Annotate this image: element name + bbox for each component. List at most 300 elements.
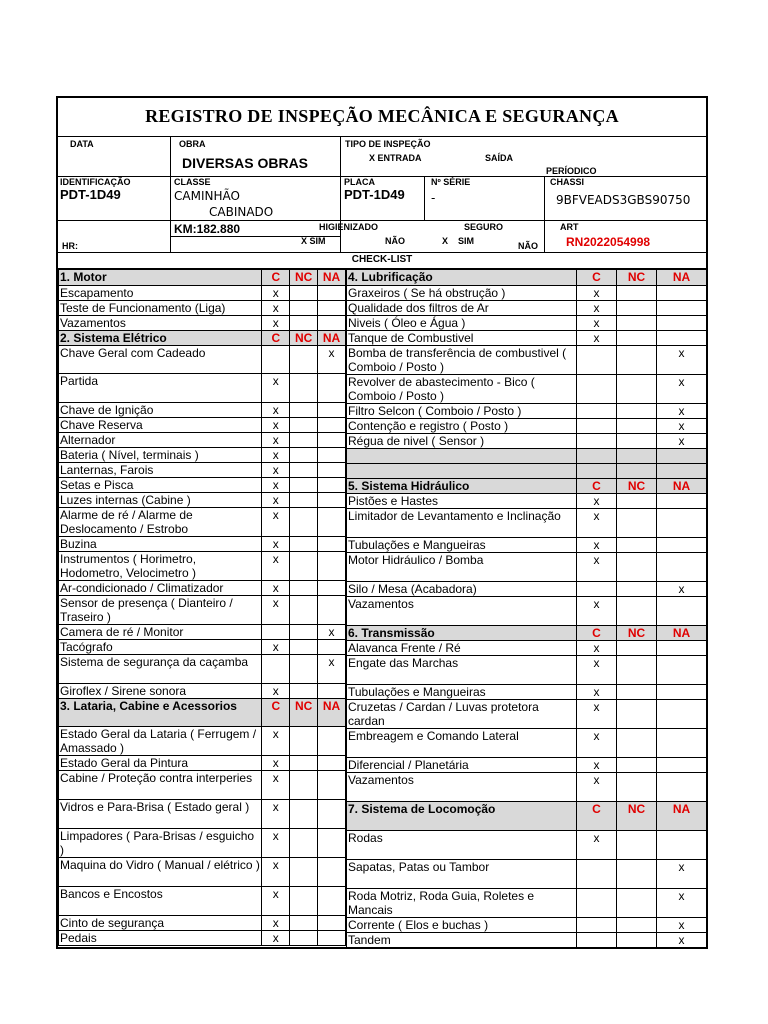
mark-c[interactable]: x bbox=[262, 756, 290, 771]
divider bbox=[58, 136, 706, 137]
table-row bbox=[59, 346, 346, 374]
mark-nc[interactable] bbox=[617, 831, 657, 860]
column-header-nc: NC bbox=[290, 270, 318, 286]
identificacao-value: PDT-1D49 bbox=[60, 187, 121, 202]
mark-nc[interactable] bbox=[290, 596, 318, 625]
mark-nc[interactable] bbox=[617, 419, 657, 434]
mark-na[interactable] bbox=[657, 831, 707, 860]
section-title: 6. Transmissão bbox=[347, 626, 577, 641]
mark-c[interactable]: x bbox=[262, 640, 290, 655]
item-label: Sistema de segurança da caçamba bbox=[59, 655, 262, 684]
item-label: Rodas bbox=[347, 831, 577, 860]
mark-na[interactable]: x bbox=[657, 918, 707, 933]
section-header bbox=[347, 626, 707, 641]
item-label: Qualidade dos filtros de Ar bbox=[347, 301, 577, 316]
table-row bbox=[347, 685, 707, 700]
item-label: Graxeiros ( Se há obstrução ) bbox=[347, 286, 577, 301]
mark-na[interactable]: x bbox=[657, 434, 707, 449]
mark-na[interactable] bbox=[657, 597, 707, 626]
mark-na[interactable]: x bbox=[318, 655, 346, 684]
mark-nc[interactable] bbox=[290, 463, 318, 478]
item-label: Estado Geral da Pintura bbox=[59, 756, 262, 771]
mark-nc[interactable] bbox=[290, 829, 318, 858]
section-header bbox=[347, 479, 707, 494]
mark-na[interactable] bbox=[318, 858, 346, 887]
mark-nc[interactable] bbox=[617, 434, 657, 449]
item-label: Buzina bbox=[59, 537, 262, 552]
column-header-na: NA bbox=[657, 270, 707, 286]
mark-nc[interactable] bbox=[617, 758, 657, 773]
mark-c[interactable]: x bbox=[262, 684, 290, 699]
item-label: Luzes internas (Cabine ) bbox=[59, 493, 262, 508]
mark-nc[interactable] bbox=[617, 685, 657, 700]
mark-nc[interactable] bbox=[290, 301, 318, 316]
column-header-c: C bbox=[262, 699, 290, 727]
higienizado-sim: X SIM bbox=[301, 236, 326, 246]
mark-na[interactable] bbox=[657, 685, 707, 700]
mark-c[interactable]: x bbox=[262, 301, 290, 316]
mark-c[interactable]: x bbox=[262, 463, 290, 478]
table-row bbox=[59, 463, 346, 478]
mark-c[interactable] bbox=[577, 860, 617, 889]
mark-nc[interactable] bbox=[290, 684, 318, 699]
item-label: Escapamento bbox=[59, 286, 262, 301]
item-label: Alavanca Frente / Ré bbox=[347, 641, 577, 656]
item-label: Silo / Mesa (Acabadora) bbox=[347, 582, 577, 597]
mark-nc[interactable] bbox=[290, 887, 318, 916]
table-row bbox=[59, 418, 346, 433]
blank-cell bbox=[577, 449, 617, 464]
mark-c[interactable]: x bbox=[262, 800, 290, 829]
mark-na[interactable]: x bbox=[657, 346, 707, 375]
mark-nc[interactable] bbox=[617, 860, 657, 889]
mark-na[interactable] bbox=[657, 758, 707, 773]
classe-value-line1: CAMINHÃO bbox=[174, 189, 240, 203]
mark-na[interactable] bbox=[318, 727, 346, 756]
mark-nc[interactable] bbox=[290, 552, 318, 581]
mark-nc[interactable] bbox=[617, 933, 657, 948]
mark-c[interactable]: x bbox=[577, 685, 617, 700]
column-header-c: C bbox=[577, 626, 617, 641]
mark-nc[interactable] bbox=[617, 641, 657, 656]
mark-nc[interactable] bbox=[290, 625, 318, 640]
mark-nc[interactable] bbox=[290, 403, 318, 418]
section-header bbox=[59, 331, 346, 346]
mark-nc[interactable] bbox=[617, 773, 657, 802]
mark-na[interactable] bbox=[318, 478, 346, 493]
km-value: KM:182.880 bbox=[174, 222, 241, 236]
divider bbox=[170, 136, 171, 176]
mark-na[interactable] bbox=[318, 403, 346, 418]
table-row bbox=[59, 374, 346, 403]
item-label: Instrumentos ( Horimetro, Hodometro, Velocimetro ) bbox=[59, 552, 262, 581]
item-label: Contenção e registro ( Posto ) bbox=[347, 419, 577, 434]
mark-c[interactable] bbox=[577, 419, 617, 434]
mark-nc[interactable] bbox=[290, 433, 318, 448]
item-label: Embreagem e Comando Lateral bbox=[347, 729, 577, 758]
mark-nc[interactable] bbox=[290, 858, 318, 887]
mark-na[interactable] bbox=[318, 596, 346, 625]
mark-c[interactable] bbox=[577, 933, 617, 948]
mark-c[interactable] bbox=[577, 889, 617, 918]
mark-na[interactable] bbox=[318, 552, 346, 581]
mark-na[interactable] bbox=[318, 916, 346, 931]
mark-nc[interactable] bbox=[290, 418, 318, 433]
mark-na[interactable] bbox=[657, 553, 707, 582]
mark-c[interactable]: x bbox=[262, 508, 290, 537]
item-label: Bateria ( Nível, terminais ) bbox=[59, 448, 262, 463]
section-header bbox=[347, 802, 707, 831]
mark-c[interactable]: x bbox=[262, 552, 290, 581]
placa-label: PLACA bbox=[344, 177, 375, 187]
table-row bbox=[59, 727, 346, 756]
mark-nc[interactable] bbox=[290, 581, 318, 596]
mark-nc[interactable] bbox=[617, 331, 657, 346]
mark-c[interactable] bbox=[577, 346, 617, 375]
mark-na[interactable] bbox=[657, 656, 707, 685]
column-header-c: C bbox=[577, 479, 617, 494]
mark-c[interactable]: x bbox=[577, 758, 617, 773]
mark-c[interactable]: x bbox=[262, 596, 290, 625]
mark-na[interactable] bbox=[318, 508, 346, 537]
mark-nc[interactable] bbox=[617, 918, 657, 933]
mark-c[interactable] bbox=[577, 434, 617, 449]
mark-c[interactable] bbox=[262, 625, 290, 640]
table-row bbox=[59, 433, 346, 448]
mark-c[interactable]: x bbox=[262, 931, 290, 946]
table-row bbox=[347, 729, 707, 758]
table-row bbox=[347, 404, 707, 419]
mark-na[interactable]: x bbox=[318, 625, 346, 640]
table-row bbox=[347, 301, 707, 316]
mark-c[interactable]: x bbox=[262, 433, 290, 448]
mark-na[interactable] bbox=[657, 494, 707, 509]
table-row bbox=[59, 581, 346, 596]
mark-na[interactable] bbox=[318, 316, 346, 331]
item-label: Niveis ( Óleo e Água ) bbox=[347, 316, 577, 331]
tipo-periodico: PERÍODICO bbox=[546, 166, 597, 176]
mark-c[interactable]: x bbox=[577, 286, 617, 301]
mark-c[interactable]: x bbox=[577, 700, 617, 729]
mark-c[interactable]: x bbox=[577, 597, 617, 626]
section-title: 3. Lataria, Cabine e Acessorios bbox=[59, 699, 262, 727]
item-label: Pistões e Hastes bbox=[347, 494, 577, 509]
table-row bbox=[347, 933, 707, 948]
mark-nc[interactable] bbox=[617, 553, 657, 582]
mark-na[interactable]: x bbox=[657, 860, 707, 889]
table-row bbox=[59, 887, 346, 916]
divider bbox=[58, 176, 706, 177]
item-label: Vazamentos bbox=[347, 773, 577, 802]
column-header-na: NA bbox=[657, 626, 707, 641]
serie-label: Nº SÉRIE bbox=[431, 177, 471, 187]
item-label: Setas e Pisca bbox=[59, 478, 262, 493]
mark-nc[interactable] bbox=[290, 800, 318, 829]
item-label: Limitador de Levantamento e Inclinação bbox=[347, 509, 577, 538]
mark-nc[interactable] bbox=[617, 582, 657, 597]
mark-na[interactable] bbox=[318, 771, 346, 800]
mark-na[interactable] bbox=[657, 301, 707, 316]
mark-nc[interactable] bbox=[617, 700, 657, 729]
mark-c[interactable]: x bbox=[262, 493, 290, 508]
mark-nc[interactable] bbox=[617, 346, 657, 375]
mark-na[interactable] bbox=[318, 286, 346, 301]
mark-c[interactable]: x bbox=[577, 316, 617, 331]
checklist-label: CHECK-LIST bbox=[351, 254, 413, 265]
tipo-inspecao-label: TIPO DE INSPEÇÃO bbox=[345, 139, 431, 149]
mark-na[interactable] bbox=[318, 463, 346, 478]
mark-na[interactable] bbox=[318, 374, 346, 403]
table-row bbox=[347, 346, 707, 375]
mark-c[interactable]: x bbox=[262, 418, 290, 433]
table-row bbox=[59, 640, 346, 655]
table-row bbox=[347, 331, 707, 346]
seguro-label: SEGURO bbox=[464, 222, 504, 232]
mark-c[interactable]: x bbox=[577, 773, 617, 802]
seguro-nao: NÃO bbox=[518, 241, 538, 251]
identificacao-label: IDENTIFICAÇÃO bbox=[60, 177, 131, 187]
mark-nc[interactable] bbox=[290, 727, 318, 756]
mark-na[interactable] bbox=[318, 537, 346, 552]
mark-nc[interactable] bbox=[617, 404, 657, 419]
checklist-left bbox=[58, 269, 346, 946]
mark-nc[interactable] bbox=[290, 756, 318, 771]
table-row bbox=[59, 403, 346, 418]
tipo-entrada: X ENTRADA bbox=[369, 153, 422, 163]
mark-na[interactable]: x bbox=[657, 419, 707, 434]
mark-c[interactable]: x bbox=[262, 537, 290, 552]
column-header-na: NA bbox=[657, 479, 707, 494]
mark-na[interactable]: x bbox=[318, 346, 346, 374]
mark-nc[interactable] bbox=[290, 374, 318, 403]
form-title: REGISTRO DE INSPEÇÃO MECÂNICA E SEGURANÇA bbox=[145, 106, 619, 126]
mark-na[interactable] bbox=[318, 418, 346, 433]
mark-c[interactable] bbox=[262, 346, 290, 374]
higienizado-nao: NÃO bbox=[385, 236, 405, 246]
table-row bbox=[59, 655, 346, 684]
inspection-form bbox=[56, 96, 708, 949]
mark-c[interactable]: x bbox=[577, 729, 617, 758]
table-row bbox=[59, 493, 346, 508]
mark-na[interactable] bbox=[657, 773, 707, 802]
mark-c[interactable]: x bbox=[262, 581, 290, 596]
mark-c[interactable]: x bbox=[262, 478, 290, 493]
mark-c[interactable] bbox=[577, 375, 617, 404]
hr-label: HR: bbox=[62, 241, 78, 251]
table-row bbox=[347, 434, 707, 449]
mark-c[interactable]: x bbox=[262, 727, 290, 756]
blank-cell bbox=[347, 464, 577, 479]
mark-na[interactable] bbox=[318, 493, 346, 508]
table-row bbox=[59, 931, 346, 946]
mark-na[interactable] bbox=[318, 931, 346, 946]
item-label: Cruzetas / Cardan / Luvas protetora cardan bbox=[347, 700, 577, 729]
column-header-nc: NC bbox=[290, 699, 318, 727]
divider bbox=[424, 176, 425, 220]
mark-nc[interactable] bbox=[290, 508, 318, 537]
mark-c[interactable]: x bbox=[577, 656, 617, 685]
mark-nc[interactable] bbox=[617, 729, 657, 758]
mark-na[interactable] bbox=[657, 700, 707, 729]
mark-nc[interactable] bbox=[617, 656, 657, 685]
mark-na[interactable] bbox=[318, 684, 346, 699]
mark-na[interactable] bbox=[318, 756, 346, 771]
mark-nc[interactable] bbox=[617, 538, 657, 553]
item-label: Sapatas, Patas ou Tambor bbox=[347, 860, 577, 889]
item-label: Pedais bbox=[59, 931, 262, 946]
mark-c[interactable]: x bbox=[262, 771, 290, 800]
mark-nc[interactable] bbox=[290, 640, 318, 655]
table-row bbox=[347, 860, 707, 889]
item-label: Cinto de segurança bbox=[59, 916, 262, 931]
mark-nc[interactable] bbox=[290, 916, 318, 931]
table-row bbox=[59, 625, 346, 640]
column-header-na: NA bbox=[657, 802, 707, 831]
divider bbox=[58, 252, 706, 253]
mark-na[interactable] bbox=[318, 640, 346, 655]
mark-na[interactable] bbox=[657, 538, 707, 553]
item-label: Limpadores ( Para-Brisas / esguicho ) bbox=[59, 829, 262, 858]
mark-na[interactable]: x bbox=[657, 933, 707, 948]
blank-cell bbox=[657, 464, 707, 479]
table-row bbox=[59, 916, 346, 931]
art-label: ART bbox=[560, 222, 579, 232]
mark-na[interactable]: x bbox=[657, 375, 707, 404]
mark-nc[interactable] bbox=[617, 286, 657, 301]
mark-nc[interactable] bbox=[290, 537, 318, 552]
mark-na[interactable] bbox=[318, 448, 346, 463]
mark-c[interactable] bbox=[577, 582, 617, 597]
mark-nc[interactable] bbox=[290, 931, 318, 946]
table-row bbox=[59, 508, 346, 537]
table-row bbox=[59, 858, 346, 887]
mark-c[interactable]: x bbox=[577, 641, 617, 656]
item-label: Corrente ( Elos e buchas ) bbox=[347, 918, 577, 933]
mark-c[interactable]: x bbox=[577, 831, 617, 860]
table-row bbox=[347, 773, 707, 802]
item-label: Roda Motriz, Roda Guia, Roletes e Mancais bbox=[347, 889, 577, 918]
mark-c[interactable]: x bbox=[577, 494, 617, 509]
mark-c[interactable] bbox=[262, 655, 290, 684]
table-row bbox=[59, 596, 346, 625]
mark-c[interactable]: x bbox=[262, 374, 290, 403]
mark-c[interactable] bbox=[577, 918, 617, 933]
mark-na[interactable] bbox=[657, 331, 707, 346]
mark-nc[interactable] bbox=[290, 655, 318, 684]
mark-nc[interactable] bbox=[290, 346, 318, 374]
mark-nc[interactable] bbox=[617, 375, 657, 404]
mark-c[interactable]: x bbox=[262, 887, 290, 916]
mark-na[interactable] bbox=[657, 509, 707, 538]
column-header-na: NA bbox=[318, 270, 346, 286]
table-row bbox=[59, 684, 346, 699]
item-label: Teste de Funcionamento (Liga) bbox=[59, 301, 262, 316]
serie-value: - bbox=[431, 191, 436, 205]
mark-na[interactable] bbox=[657, 316, 707, 331]
mark-c[interactable]: x bbox=[262, 916, 290, 931]
mark-c[interactable]: x bbox=[577, 509, 617, 538]
mark-nc[interactable] bbox=[617, 316, 657, 331]
mark-nc[interactable] bbox=[290, 286, 318, 301]
tipo-saida: SAÍDA bbox=[485, 153, 514, 163]
item-label: Chave de Ignição bbox=[59, 403, 262, 418]
section-header bbox=[59, 699, 346, 727]
mark-na[interactable] bbox=[318, 829, 346, 858]
item-label: Motor Hidráulico / Bomba bbox=[347, 553, 577, 582]
mark-na[interactable] bbox=[318, 581, 346, 596]
higienizado-label: HIGIENIZADO bbox=[319, 222, 379, 232]
mark-c[interactable]: x bbox=[577, 331, 617, 346]
mark-nc[interactable] bbox=[617, 889, 657, 918]
mark-na[interactable]: x bbox=[657, 404, 707, 419]
divider bbox=[170, 176, 171, 252]
mark-nc[interactable] bbox=[290, 316, 318, 331]
item-label: Estado Geral da Lataria ( Ferrugem / Amassado ) bbox=[59, 727, 262, 756]
mark-na[interactable] bbox=[657, 729, 707, 758]
mark-na[interactable] bbox=[657, 286, 707, 301]
table-row bbox=[347, 509, 707, 538]
mark-c[interactable] bbox=[577, 404, 617, 419]
item-label: Tubulações e Mangueiras bbox=[347, 538, 577, 553]
item-label: Régua de nivel ( Sensor ) bbox=[347, 434, 577, 449]
mark-nc[interactable] bbox=[290, 448, 318, 463]
item-label: Bomba de transferência de combustivel ( Comboio / Posto ) bbox=[347, 346, 577, 375]
mark-na[interactable]: x bbox=[657, 889, 707, 918]
mark-c[interactable]: x bbox=[262, 858, 290, 887]
mark-na[interactable]: x bbox=[657, 582, 707, 597]
mark-c[interactable]: x bbox=[577, 301, 617, 316]
mark-nc[interactable] bbox=[290, 493, 318, 508]
item-label: Tanque de Combustivel bbox=[347, 331, 577, 346]
mark-nc[interactable] bbox=[290, 771, 318, 800]
item-label: Bancos e Encostos bbox=[59, 887, 262, 916]
mark-c[interactable]: x bbox=[262, 829, 290, 858]
mark-c[interactable]: x bbox=[577, 538, 617, 553]
table-row bbox=[59, 756, 346, 771]
mark-c[interactable]: x bbox=[577, 553, 617, 582]
mark-nc[interactable] bbox=[617, 597, 657, 626]
mark-c[interactable]: x bbox=[262, 403, 290, 418]
table-row bbox=[347, 582, 707, 597]
mark-na[interactable] bbox=[657, 641, 707, 656]
mark-na[interactable] bbox=[318, 800, 346, 829]
mark-nc[interactable] bbox=[617, 494, 657, 509]
item-label: Tandem bbox=[347, 933, 577, 948]
section-title: 1. Motor bbox=[59, 270, 262, 286]
section-header bbox=[59, 270, 346, 286]
item-label: Revolver de abastecimento - Bico ( Comboio / Posto ) bbox=[347, 375, 577, 404]
column-header-na: NA bbox=[318, 699, 346, 727]
table-row bbox=[59, 448, 346, 463]
table-row bbox=[347, 641, 707, 656]
mark-nc[interactable] bbox=[617, 301, 657, 316]
item-label: Alternador bbox=[59, 433, 262, 448]
blank-row bbox=[347, 449, 707, 464]
mark-na[interactable] bbox=[318, 887, 346, 916]
mark-nc[interactable] bbox=[290, 478, 318, 493]
column-header-na: NA bbox=[318, 331, 346, 346]
mark-c[interactable]: x bbox=[262, 448, 290, 463]
mark-c[interactable]: x bbox=[262, 316, 290, 331]
mark-nc[interactable] bbox=[617, 509, 657, 538]
art-value: RN2022054998 bbox=[566, 235, 651, 249]
mark-c[interactable]: x bbox=[262, 286, 290, 301]
table-row bbox=[347, 375, 707, 404]
mark-na[interactable] bbox=[318, 433, 346, 448]
item-label: Camera de ré / Monitor bbox=[59, 625, 262, 640]
mark-na[interactable] bbox=[318, 301, 346, 316]
seguro-sim: X SIM bbox=[442, 236, 475, 246]
